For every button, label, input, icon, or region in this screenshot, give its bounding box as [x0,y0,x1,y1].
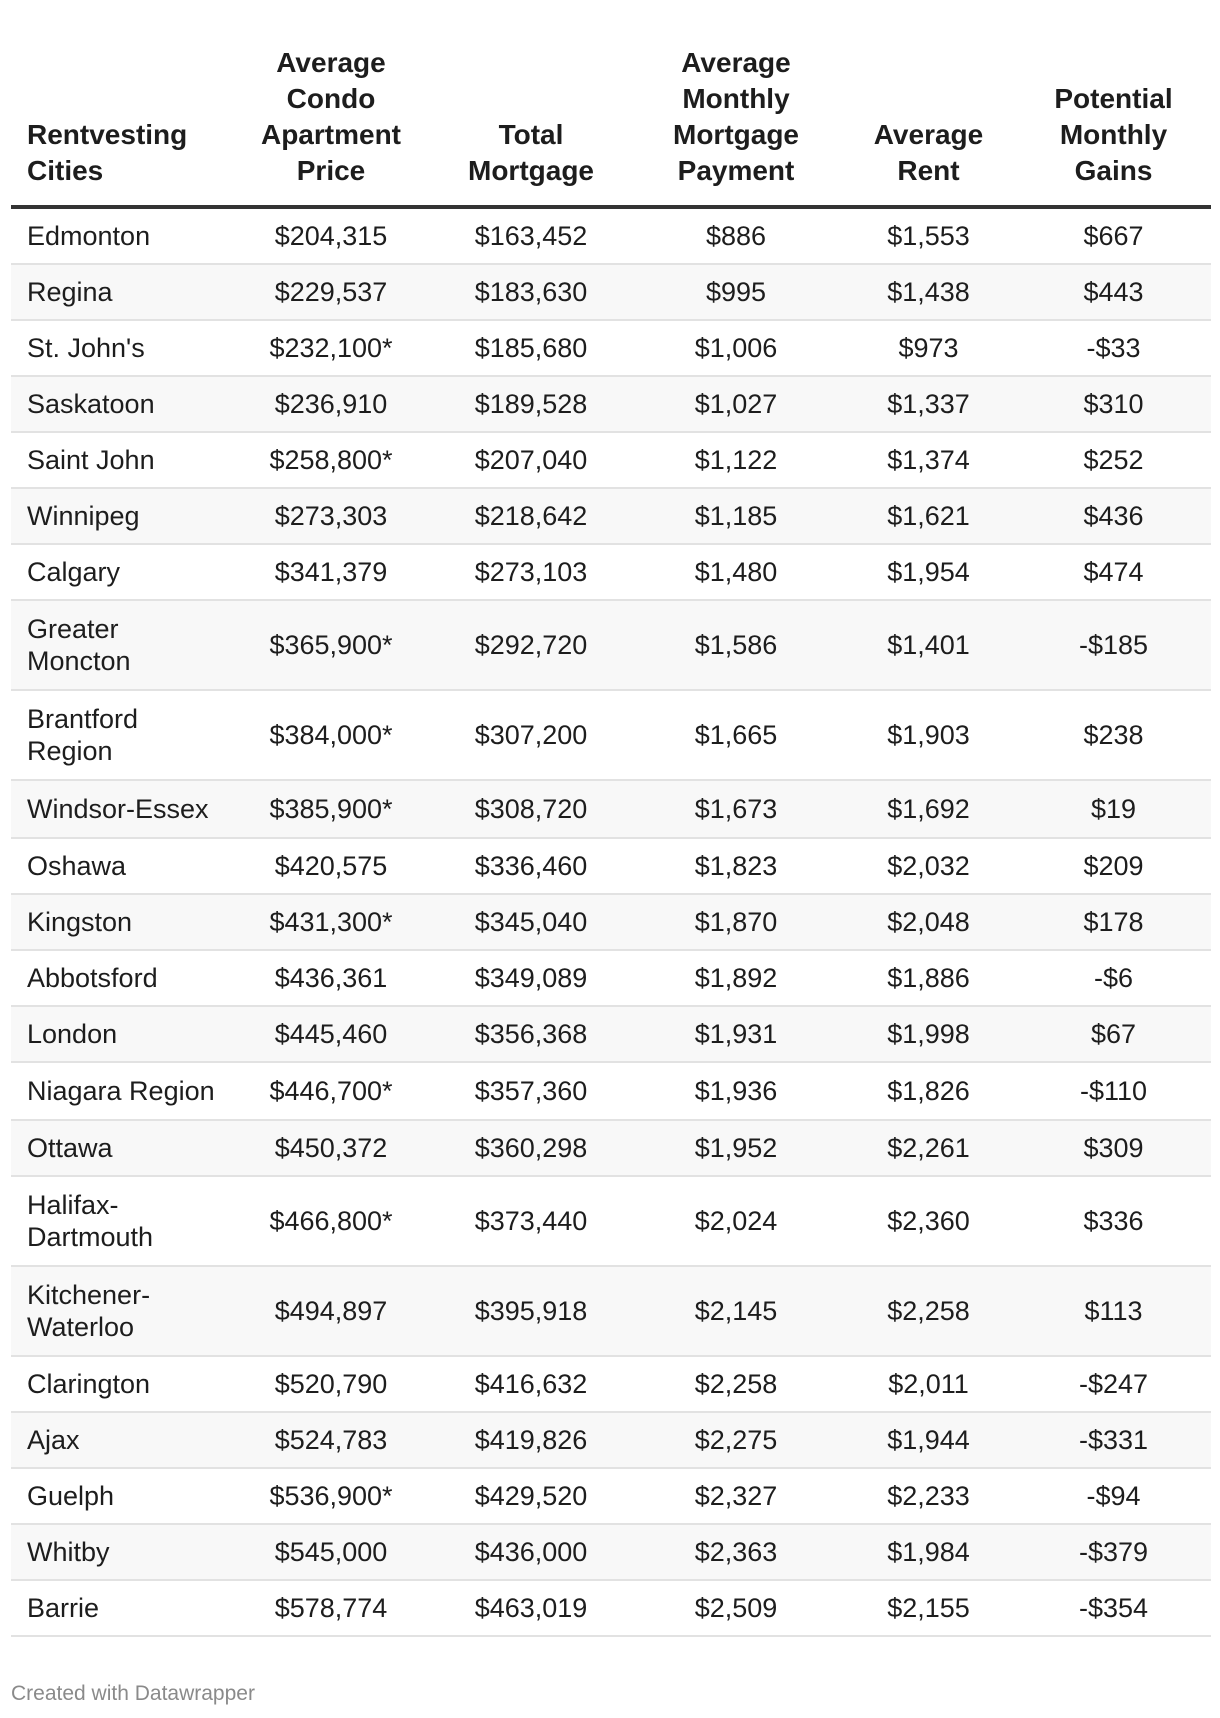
average-rent-cell: $973 [841,320,1016,376]
total-mortgage-cell: $373,440 [431,1176,631,1266]
average-rent-cell: $2,258 [841,1266,1016,1356]
table-row [11,1580,1211,1636]
column-header-condo-price: Average Condo Apartment Price [231,45,431,207]
monthly-payment-cell: $1,936 [631,1062,841,1120]
condo-price-cell: $385,900* [231,780,431,838]
condo-price-cell: $466,800* [231,1176,431,1266]
monthly-payment-cell: $2,258 [631,1356,841,1412]
total-mortgage-cell: $349,089 [431,950,631,1006]
monthly-payment-cell: $1,665 [631,690,841,780]
total-mortgage-cell: $357,360 [431,1062,631,1120]
average-rent-cell: $1,438 [841,264,1016,320]
column-header-monthly-gains: Potential Monthly Gains [1016,45,1211,207]
average-rent-cell: $1,826 [841,1062,1016,1120]
average-rent-cell: $2,360 [841,1176,1016,1266]
city-cell: London [11,1006,231,1062]
condo-price-cell: $494,897 [231,1266,431,1356]
monthly-payment-cell: $1,823 [631,838,841,894]
monthly-payment-cell: $1,185 [631,488,841,544]
total-mortgage-cell: $163,452 [431,207,631,264]
monthly-gains-cell: -$354 [1016,1580,1211,1636]
condo-price-cell: $431,300* [231,894,431,950]
monthly-gains-cell: -$110 [1016,1062,1211,1120]
monthly-payment-cell: $1,931 [631,1006,841,1062]
monthly-gains-cell: $443 [1016,264,1211,320]
monthly-payment-cell: $1,870 [631,894,841,950]
table-row [11,894,1211,950]
average-rent-cell: $1,621 [841,488,1016,544]
average-rent-cell: $1,944 [841,1412,1016,1468]
average-rent-cell: $1,984 [841,1524,1016,1580]
monthly-gains-cell: $209 [1016,838,1211,894]
monthly-payment-cell: $1,952 [631,1120,841,1176]
condo-price-cell: $445,460 [231,1006,431,1062]
average-rent-cell: $1,954 [841,544,1016,600]
total-mortgage-cell: $436,000 [431,1524,631,1580]
total-mortgage-cell: $463,019 [431,1580,631,1636]
city-cell: Edmonton [11,207,231,264]
condo-price-cell: $446,700* [231,1062,431,1120]
column-header-monthly-payment: Average Monthly Mortgage Payment [631,45,841,207]
average-rent-cell: $2,032 [841,838,1016,894]
condo-price-cell: $365,900* [231,600,431,690]
condo-price-cell: $273,303 [231,488,431,544]
total-mortgage-cell: $395,918 [431,1266,631,1356]
table-row [11,780,1211,838]
monthly-gains-cell: $310 [1016,376,1211,432]
table-row [11,432,1211,488]
table-row [11,264,1211,320]
total-mortgage-cell: $307,200 [431,690,631,780]
column-header-average-rent: Average Rent [841,45,1016,207]
monthly-payment-cell: $2,509 [631,1580,841,1636]
total-mortgage-cell: $419,826 [431,1412,631,1468]
average-rent-cell: $2,261 [841,1120,1016,1176]
monthly-gains-cell: -$33 [1016,320,1211,376]
condo-price-cell: $232,100* [231,320,431,376]
table-row [11,600,1211,690]
table-row [11,1006,1211,1062]
monthly-payment-cell: $1,480 [631,544,841,600]
city-cell: Clarington [11,1356,231,1412]
city-cell: Barrie [11,1580,231,1636]
total-mortgage-cell: $185,680 [431,320,631,376]
table-row [11,544,1211,600]
table-row [11,1266,1211,1356]
city-cell: Brantford Region [11,690,231,780]
table-row [11,207,1211,264]
monthly-gains-cell: -$247 [1016,1356,1211,1412]
city-cell: Windsor-Essex [11,780,231,838]
total-mortgage-cell: $218,642 [431,488,631,544]
total-mortgage-cell: $292,720 [431,600,631,690]
average-rent-cell: $1,998 [841,1006,1016,1062]
condo-price-cell: $204,315 [231,207,431,264]
city-cell: Guelph [11,1468,231,1524]
monthly-payment-cell: $2,363 [631,1524,841,1580]
table-row [11,376,1211,432]
average-rent-cell: $2,233 [841,1468,1016,1524]
city-cell: Saint John [11,432,231,488]
average-rent-cell: $1,903 [841,690,1016,780]
column-header-total-mortgage: Total Mortgage [431,45,631,207]
table-row [11,690,1211,780]
table-row [11,1120,1211,1176]
average-rent-cell: $2,011 [841,1356,1016,1412]
table-row [11,1524,1211,1580]
table-row [11,950,1211,1006]
monthly-payment-cell: $1,892 [631,950,841,1006]
condo-price-cell: $229,537 [231,264,431,320]
table-row [11,1468,1211,1524]
total-mortgage-cell: $273,103 [431,544,631,600]
city-cell: Ajax [11,1412,231,1468]
city-cell: Greater Moncton [11,600,231,690]
city-cell: Calgary [11,544,231,600]
condo-price-cell: $258,800* [231,432,431,488]
monthly-payment-cell: $1,673 [631,780,841,838]
city-cell: Winnipeg [11,488,231,544]
total-mortgage-cell: $207,040 [431,432,631,488]
city-cell: Whitby [11,1524,231,1580]
monthly-payment-cell: $995 [631,264,841,320]
average-rent-cell: $1,401 [841,600,1016,690]
city-cell: Saskatoon [11,376,231,432]
monthly-gains-cell: $667 [1016,207,1211,264]
monthly-gains-cell: $19 [1016,780,1211,838]
monthly-payment-cell: $2,327 [631,1468,841,1524]
total-mortgage-cell: $189,528 [431,376,631,432]
table-row [11,838,1211,894]
average-rent-cell: $2,155 [841,1580,1016,1636]
monthly-gains-cell: $436 [1016,488,1211,544]
data-table [11,45,1211,1637]
monthly-gains-cell: $474 [1016,544,1211,600]
monthly-gains-cell: -$331 [1016,1412,1211,1468]
table-header [11,45,1211,207]
condo-price-cell: $341,379 [231,544,431,600]
table-row [11,320,1211,376]
condo-price-cell: $524,783 [231,1412,431,1468]
monthly-gains-cell: -$185 [1016,600,1211,690]
table-row [11,1356,1211,1412]
average-rent-cell: $1,337 [841,376,1016,432]
total-mortgage-cell: $336,460 [431,838,631,894]
city-cell: St. John's [11,320,231,376]
condo-price-cell: $536,900* [231,1468,431,1524]
monthly-gains-cell: -$379 [1016,1524,1211,1580]
monthly-payment-cell: $2,275 [631,1412,841,1468]
city-cell: Oshawa [11,838,231,894]
table-row [11,488,1211,544]
total-mortgage-cell: $183,630 [431,264,631,320]
condo-price-cell: $578,774 [231,1580,431,1636]
monthly-gains-cell: $309 [1016,1120,1211,1176]
total-mortgage-cell: $360,298 [431,1120,631,1176]
table-container [11,45,1211,1637]
condo-price-cell: $436,361 [231,950,431,1006]
city-cell: Regina [11,264,231,320]
average-rent-cell: $2,048 [841,894,1016,950]
monthly-gains-cell: -$6 [1016,950,1211,1006]
monthly-payment-cell: $1,122 [631,432,841,488]
total-mortgage-cell: $429,520 [431,1468,631,1524]
datawrapper-credit: Created with Datawrapper [11,1682,255,1705]
monthly-gains-cell: -$94 [1016,1468,1211,1524]
monthly-payment-cell: $2,024 [631,1176,841,1266]
table-row [11,1412,1211,1468]
table-body [11,207,1211,1636]
condo-price-cell: $545,000 [231,1524,431,1580]
monthly-gains-cell: $113 [1016,1266,1211,1356]
city-cell: Kingston [11,894,231,950]
condo-price-cell: $384,000* [231,690,431,780]
total-mortgage-cell: $356,368 [431,1006,631,1062]
monthly-payment-cell: $1,006 [631,320,841,376]
city-cell: Abbotsford [11,950,231,1006]
city-cell: Halifax-Dartmouth [11,1176,231,1266]
city-cell: Kitchener-Waterloo [11,1266,231,1356]
total-mortgage-cell: $345,040 [431,894,631,950]
total-mortgage-cell: $308,720 [431,780,631,838]
average-rent-cell: $1,374 [841,432,1016,488]
monthly-gains-cell: $252 [1016,432,1211,488]
condo-price-cell: $420,575 [231,838,431,894]
average-rent-cell: $1,692 [841,780,1016,838]
table-row [11,1176,1211,1266]
monthly-payment-cell: $1,027 [631,376,841,432]
average-rent-cell: $1,553 [841,207,1016,264]
column-header-city: Rentvesting Cities [11,45,231,207]
city-cell: Ottawa [11,1120,231,1176]
condo-price-cell: $236,910 [231,376,431,432]
monthly-payment-cell: $1,586 [631,600,841,690]
city-cell: Niagara Region [11,1062,231,1120]
monthly-gains-cell: $178 [1016,894,1211,950]
average-rent-cell: $1,886 [841,950,1016,1006]
monthly-payment-cell: $2,145 [631,1266,841,1356]
condo-price-cell: $450,372 [231,1120,431,1176]
monthly-gains-cell: $67 [1016,1006,1211,1062]
monthly-payment-cell: $886 [631,207,841,264]
total-mortgage-cell: $416,632 [431,1356,631,1412]
header-row [11,45,1211,207]
condo-price-cell: $520,790 [231,1356,431,1412]
monthly-gains-cell: $336 [1016,1176,1211,1266]
table-row [11,1062,1211,1120]
monthly-gains-cell: $238 [1016,690,1211,780]
